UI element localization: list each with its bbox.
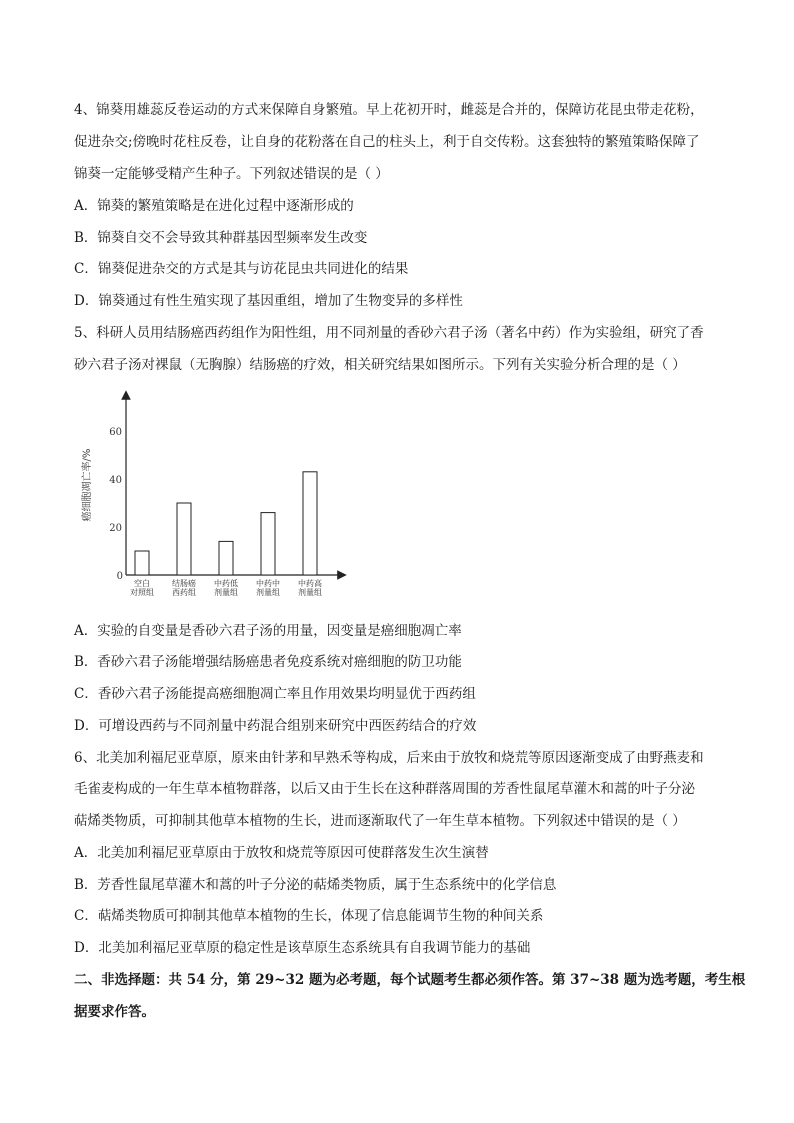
section2-line-2: 据要求作答。	[74, 1004, 155, 1020]
x-tick-label: 西药组	[172, 588, 196, 597]
q6-option-d: D．北美加利福尼亚草原的稳定性是该草原生态系统具有自我调节能力的基础	[74, 940, 531, 956]
q5-stem-line-2: 砂六君子汤对裸鼠（无胸腺）结肠癌的疗效，相关研究结果如图所示。下列有关实验分析合理的是（ ）	[74, 357, 686, 373]
x-tick-label: 剂量组	[298, 588, 322, 597]
q6-option-a: A．北美加利福尼亚草原由于放牧和烧荒等原因可使群落发生次生演替	[74, 845, 489, 861]
bar	[177, 503, 191, 575]
q6-option-b: B．芳香性鼠尾草灌木和蒿的叶子分泌的萜烯类物质，属于生态系统中的化学信息	[74, 877, 557, 893]
q6-stem-line-1: 6、北美加利福尼亚草原，原来由针茅和早熟禾等构成，后来由于放牧和烧荒等原因逐渐变成了由野燕麦和	[74, 750, 704, 766]
q5-stem-line-1: 5、科研人员用结肠癌西药组作为阳性组，用不同剂量的香砂六君子汤（著名中药）作为实验组，研究了香	[74, 325, 704, 341]
q5-option-b: B．香砂六君子汤能增强结肠癌患者免疫系统对癌细胞的防卫功能	[74, 654, 462, 670]
q4-option-d: D．锦葵通过有性生殖实现了基因重组，增加了生物变异的多样性	[74, 293, 463, 309]
x-tick-label: 对照组	[130, 588, 154, 597]
y-tick-label: 40	[109, 475, 122, 486]
x-tick-label: 结肠癌	[172, 579, 196, 588]
q6-stem-line-3: 萜烯类物质，可抑制其他草本植物的生长，进而逐渐取代了一年生草本植物。下列叙述中错误的是（ ）	[74, 813, 686, 829]
q5-option-d: D．可增设西药与不同剂量中药混合组别来研究中西医药结合的疗效	[74, 718, 477, 734]
q4-stem-line-1: 4、锦葵用雄蕊反卷运动的方式来保障自身繁殖。早上花初开时，雌蕊是合并的，保障访花昆虫带走花粉，	[74, 102, 704, 118]
x-tick-label: 中药高	[298, 579, 322, 588]
bar	[303, 472, 317, 575]
q6-stem-line-2: 毛雀麦构成的一年生草本植物群落，以后又由于生长在这种群落周围的芳香性鼠尾草灌木和蒿的叶子分泌	[74, 781, 695, 797]
q4-option-c: C．锦葵促进杂交的方式是其与访花昆虫共同进化的结果	[74, 261, 409, 277]
q5-option-a: A．实验的自变量是香砂六君子汤的用量，因变量是癌细胞凋亡率	[74, 623, 462, 639]
q5-option-c: C．香砂六君子汤能提高癌细胞凋亡率且作用效果均明显优于西药组	[74, 686, 476, 702]
x-tick-label: 空白	[134, 579, 150, 588]
q4-stem-line-3: 锦葵一定能够受精产生种子。下列叙述错误的是（ ）	[74, 166, 389, 182]
y-tick-label: 60	[109, 427, 122, 438]
x-tick-label: 中药低	[214, 579, 238, 588]
bar	[261, 513, 275, 575]
x-tick-label: 剂量组	[214, 588, 238, 597]
bar	[135, 551, 149, 575]
y-axis-label: 癌细胞凋亡率/%	[82, 448, 93, 522]
q4-option-b: B．锦葵自交不会导致其种群基因型频率发生改变	[74, 230, 368, 246]
q4-option-a: A．锦葵的繁殖策略是在进化过程中逐渐形成的	[74, 198, 354, 214]
x-tick-label: 中药中	[256, 579, 280, 588]
x-tick-label: 剂量组	[256, 588, 280, 597]
y-tick-label: 20	[109, 523, 122, 534]
q6-option-c: C．萜烯类物质可抑制其他草本植物的生长，体现了信息能调节生物的种间关系	[74, 908, 544, 924]
apoptosis-bar-chart	[70, 385, 360, 610]
y-tick-label: 0	[116, 571, 123, 582]
bar	[219, 541, 233, 575]
q4-stem-line-2: 促进杂交;傍晚时花柱反卷，让自身的花粉落在自己的柱头上，利于自交传粉。这套独特的繁殖策略保障了	[74, 134, 700, 150]
section2-line-1: 二、非选择题：共 54 分，第 29~32 题为必考题，每个试题考生都必须作答。第 37~38 题为选考题，考生根	[74, 972, 746, 988]
